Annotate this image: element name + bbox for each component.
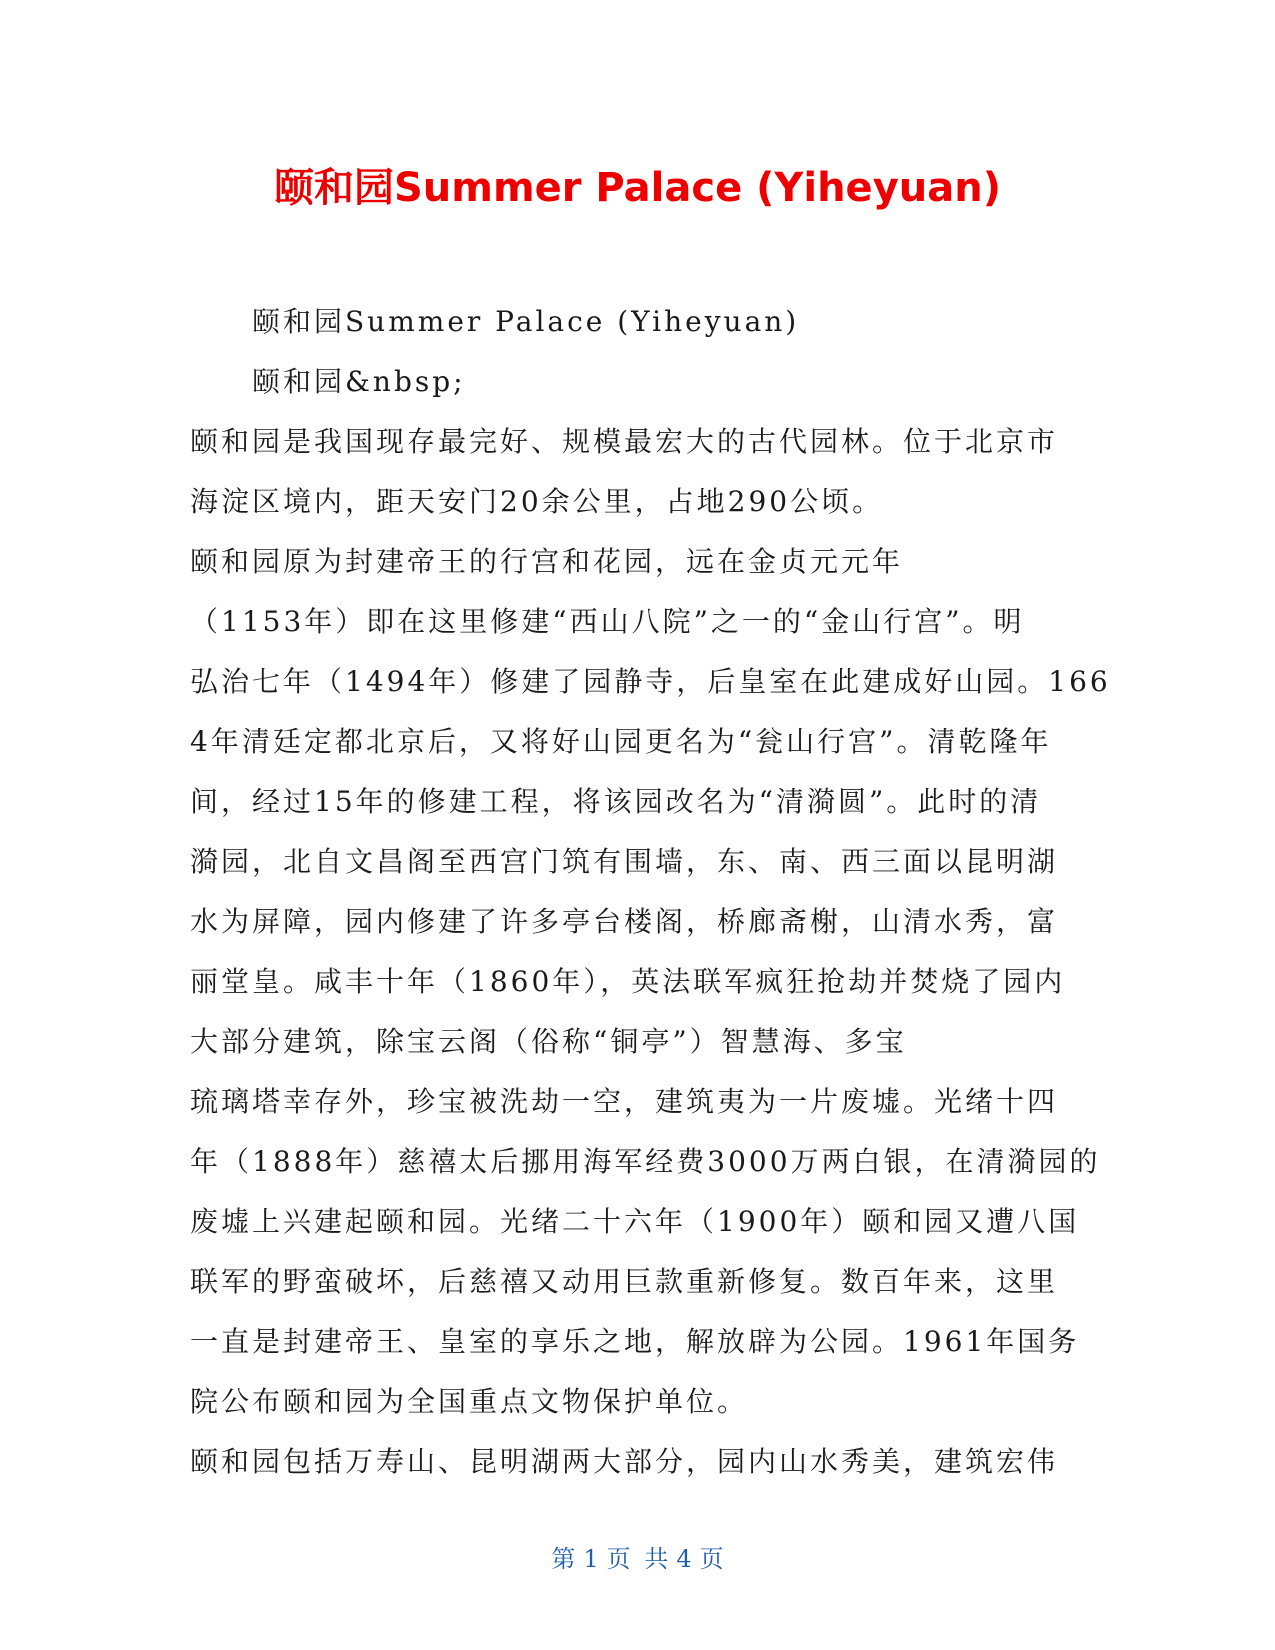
paragraph-line: 颐和园Summer Palace (Yiheyuan) [252,305,800,338]
paragraph-line: 水为屏障，园内修建了许多亭台楼阁，桥廊斋榭，山清水秀，富 [190,905,1059,938]
paragraph-line: 院公布颐和园为全国重点文物保护单位。 [190,1385,749,1418]
paragraph-line: 联军的野蛮破坏，后慈禧又动用巨款重新修复。数百年来，这里 [190,1265,1059,1298]
total-pages-number: 4 [676,1545,692,1573]
paragraph-line: 丽堂皇。咸丰十年（1860年），英法联军疯狂抢劫并焚烧了园内 [190,965,1066,998]
footer-prefix: 第 [551,1545,576,1573]
document-body [190,292,1111,1492]
paragraph-line: 颐和园是我国现存最完好、规模最宏大的古代园林。位于北京市 [190,425,1059,458]
current-page-number: 1 [583,1545,599,1573]
paragraph-line: 漪园，北自文昌阁至西宫门筑有围墙，东、南、西三面以昆明湖 [190,845,1059,878]
paragraph-line: 年（1888年）慈禧太后挪用海军经费3000万两白银，在清漪园的 [190,1145,1101,1178]
paragraph-line: （1153年）即在这里修建“西山八院”之一的“金山行宫”。明 [190,605,1025,638]
paragraph-line: 4年清廷定都北京后，又将好山园更名为“瓮山行宫”。清乾隆年 [190,725,1052,758]
paragraph-line: 颐和园包括万寿山、昆明湖两大部分，园内山水秀美，建筑宏伟 [190,1445,1059,1478]
paragraph-line: 废墟上兴建起颐和园。光绪二十六年（1900年）颐和园又遭八国 [190,1205,1080,1238]
paragraph-line: 颐和园原为封建帝王的行宫和花园，远在金贞元元年 [190,545,904,578]
paragraph-line: 间，经过15年的修建工程，将该园改名为“清漪圆”。此时的清 [190,785,1042,818]
paragraph-line: 一直是封建帝王、皇室的享乐之地，解放辟为公园。1961年国务 [190,1325,1080,1358]
paragraph-line: 弘治七年（1494年）修建了园静寺，后皇室在此建成好山园。166 [190,665,1111,698]
paragraph-line: 海淀区境内，距天安门20余公里，占地290公顷。 [190,485,884,518]
paragraph-line: 琉璃塔幸存外，珍宝被洗劫一空，建筑夷为一片废墟。光绪十四 [190,1085,1059,1118]
paragraph-line: 大部分建筑，除宝云阁（俗称“铜亭”）智慧海、多宝 [190,1025,907,1058]
page-footer [0,1542,1275,1576]
footer-suffix: 页 [699,1545,724,1573]
paragraph-line: 颐和园&nbsp; [252,365,466,398]
footer-mid: 页 共 [606,1545,669,1573]
document-title: 颐和园Summer Palace (Yiheyuan) [274,165,1001,211]
